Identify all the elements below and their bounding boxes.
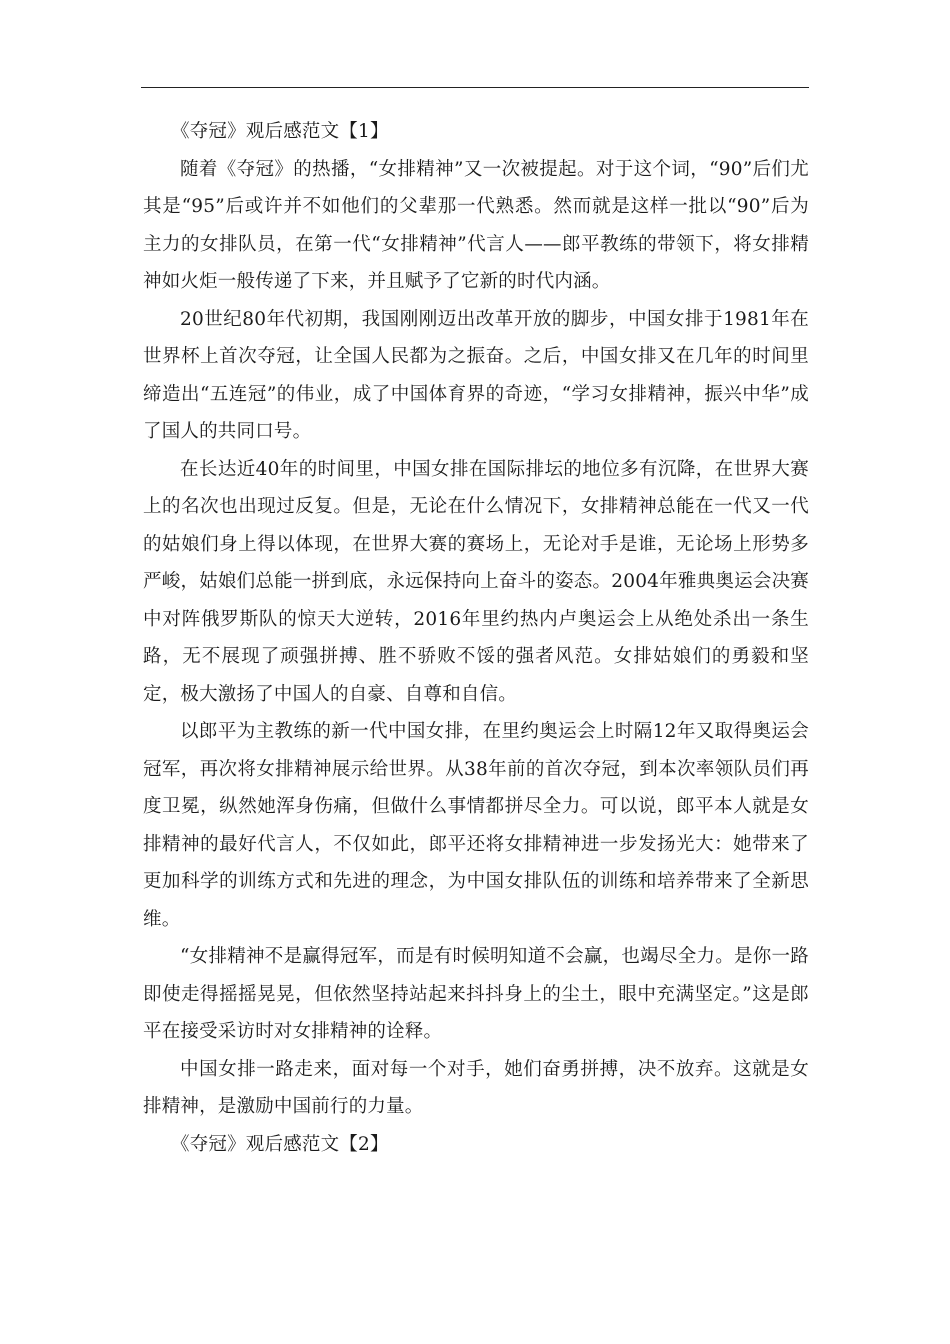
- paragraph-conclusion: 中国女排一路走来，面对每一个对手，她们奋勇拼搏，决不放弃。这就是女排精神，是激励中国前行的力量。: [143, 1058, 809, 1117]
- section-heading-2: 《夺冠》观后感范文【2】: [171, 1133, 389, 1155]
- document-body: [143, 113, 809, 1163]
- paragraph-quote: “女排精神不是赢得冠军，而是有时候明知道不会赢，也竭尽全力。是你一路即使走得摇摇晃晃，但依然坚持站起来抖抖身上的尘土，眼中充满坚定。”这是郎平在接受采访时对女排精神的诠释。: [143, 946, 809, 1042]
- paragraph-history: 20世纪80年代初期，我国刚刚迈出改革开放的脚步，中国女排于1981年在世界杯上首次夺冠，让全国人民都为之振奋。之后，中国女排又在几年的时间里缔造出“五连冠”的伟业，成了中国体育界的奇迹，“学习女排精神，振兴中华”成了国人的共同口号。: [143, 308, 809, 442]
- section-heading-1: 《夺冠》观后感范文【1】: [171, 121, 389, 142]
- paragraph-langping: 以郎平为主教练的新一代中国女排，在里约奥运会上时隔12年又取得奥运会冠军，再次将女排精神展示给世界。从38年前的首次夺冠，到本次率领队员们再度卫冕，纵然她浑身伤痛，但做什么事情都拼尽全力。可以说，郎平本人就是女排精神的最好代言人，不仅如此，郎平还将女排精神进一步发扬光大：她带来了更加科学的训练方式和先进的理念，为中国女排队伍的训练和培养带来了全新思维。: [143, 721, 809, 930]
- paragraph-intro: 随着《夺冠》的热播，“女排精神”又一次被提起。对于这个词，“90”后们尤其是“95”后或许并不如他们的父辈那一代熟悉。然而就是这样一批以“90”后为主力的女排队员，在第一代“女排精神”代言人——郎平教练的带领下，将女排精神如火炬一般传递了下来，并且赋予了它新的时代内涵。: [143, 158, 809, 292]
- header-rule: [141, 87, 809, 88]
- paragraph-spirit: 在长达近40年的时间里，中国女排在国际排坛的地位多有沉降，在世界大赛上的名次也出现过反复。但是，无论在什么情况下，女排精神总能在一代又一代的姑娘们身上得以体现，在世界大赛的赛场上，无论对手是谁，无论场上形势多严峻，姑娘们总能一拼到底，永远保持向上奋斗的姿态。2004年雅典奥运会决赛中对阵俄罗斯队的惊天大逆转，2016年里约热内卢奥运会上从绝处杀出一条生路，无不展现了顽强拼搏、胜不骄败不馁的强者风范。女排姑娘们的勇毅和坚定，极大激扬了中国人的自豪、自尊和自信。: [143, 458, 809, 705]
